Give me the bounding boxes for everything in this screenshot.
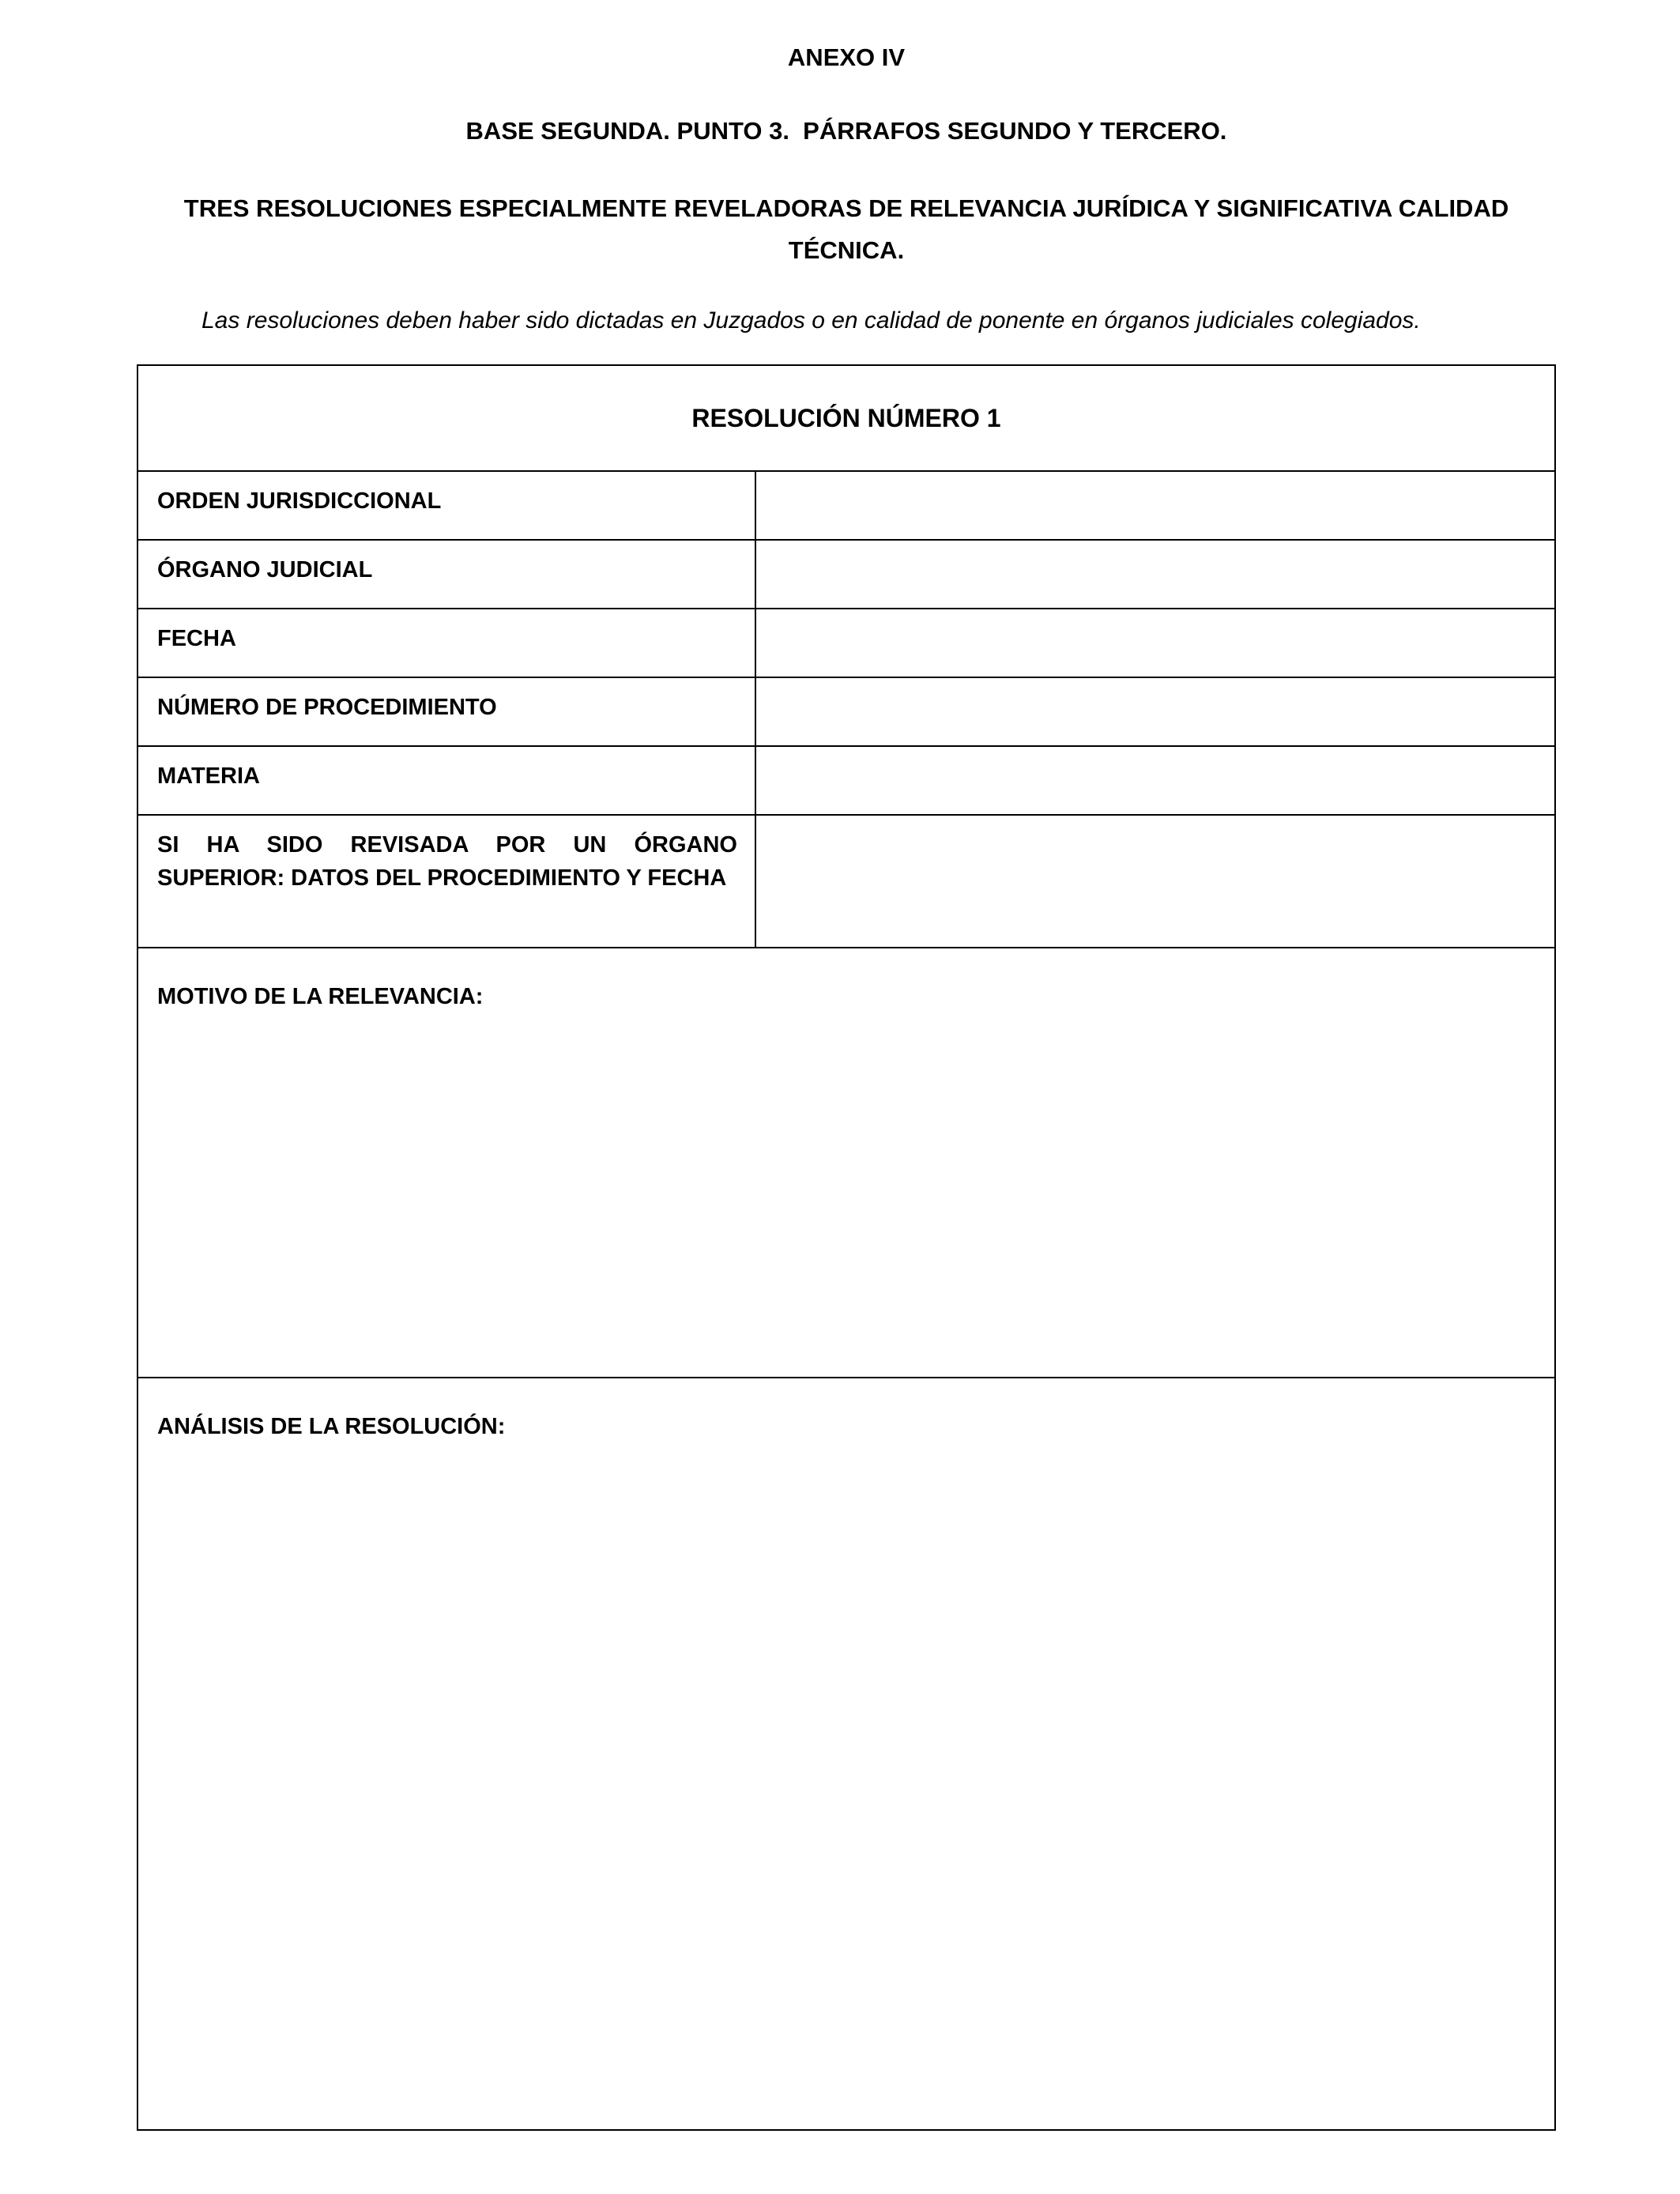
resolution-table	[137, 364, 1556, 2131]
base-subtitle: BASE SEGUNDA. PUNTO 3. PÁRRAFOS SEGUNDO Y TERCERO.	[465, 117, 1227, 145]
field-label-revisada-organo-superior: SI HA SIDO REVISADA POR UN ÓRGANO SUPERIOR: DATOS DEL PROCEDIMIENTO Y FECHA	[138, 816, 756, 947]
resolution-table-title: RESOLUCIÓN NÚMERO 1	[138, 366, 1554, 472]
field-label-materia: MATERIA	[138, 747, 756, 814]
field-label-fecha: FECHA	[138, 609, 756, 677]
table-row-numero-de-procedimiento	[138, 678, 1554, 747]
table-row-orden-jurisdiccional	[138, 472, 1554, 541]
intro-note: Las resoluciones deben haber sido dictadas en Juzgados o en calidad de ponente en órganos judiciales colegiados.	[202, 307, 1421, 334]
field-value-organo-judicial[interactable]	[756, 541, 1554, 608]
annex-title: ANEXO IV	[787, 43, 906, 71]
field-label-orden-jurisdiccional: ORDEN JURISDICCIONAL	[138, 472, 756, 539]
table-row-fecha	[138, 609, 1554, 678]
table-row-revisada-organo-superior	[138, 816, 1554, 948]
section-motivo-relevancia-label: MOTIVO DE LA RELEVANCIA:	[157, 984, 484, 1009]
field-value-revisada-organo-superior[interactable]	[756, 816, 1554, 947]
table-row-materia	[138, 747, 1554, 816]
field-value-orden-jurisdiccional[interactable]	[756, 472, 1554, 539]
main-heading: TRES RESOLUCIONES ESPECIALMENTE REVELADORAS DE RELEVANCIA JURÍDICA Y SIGNIFICATIVA CALIDAD TÉCNICA.	[183, 194, 1509, 264]
field-label-organo-judicial: ÓRGANO JUDICIAL	[138, 541, 756, 608]
field-label-numero-de-procedimiento: NÚMERO DE PROCEDIMIENTO	[138, 678, 756, 745]
field-value-numero-de-procedimiento[interactable]	[756, 678, 1554, 745]
section-motivo-relevancia[interactable]	[138, 948, 1554, 1378]
field-value-fecha[interactable]	[756, 609, 1554, 677]
table-row-organo-judicial	[138, 541, 1554, 609]
section-analisis-resolucion[interactable]	[138, 1378, 1554, 2129]
section-analisis-resolucion-label: ANÁLISIS DE LA RESOLUCIÓN:	[157, 1414, 506, 1439]
field-value-materia[interactable]	[756, 747, 1554, 814]
